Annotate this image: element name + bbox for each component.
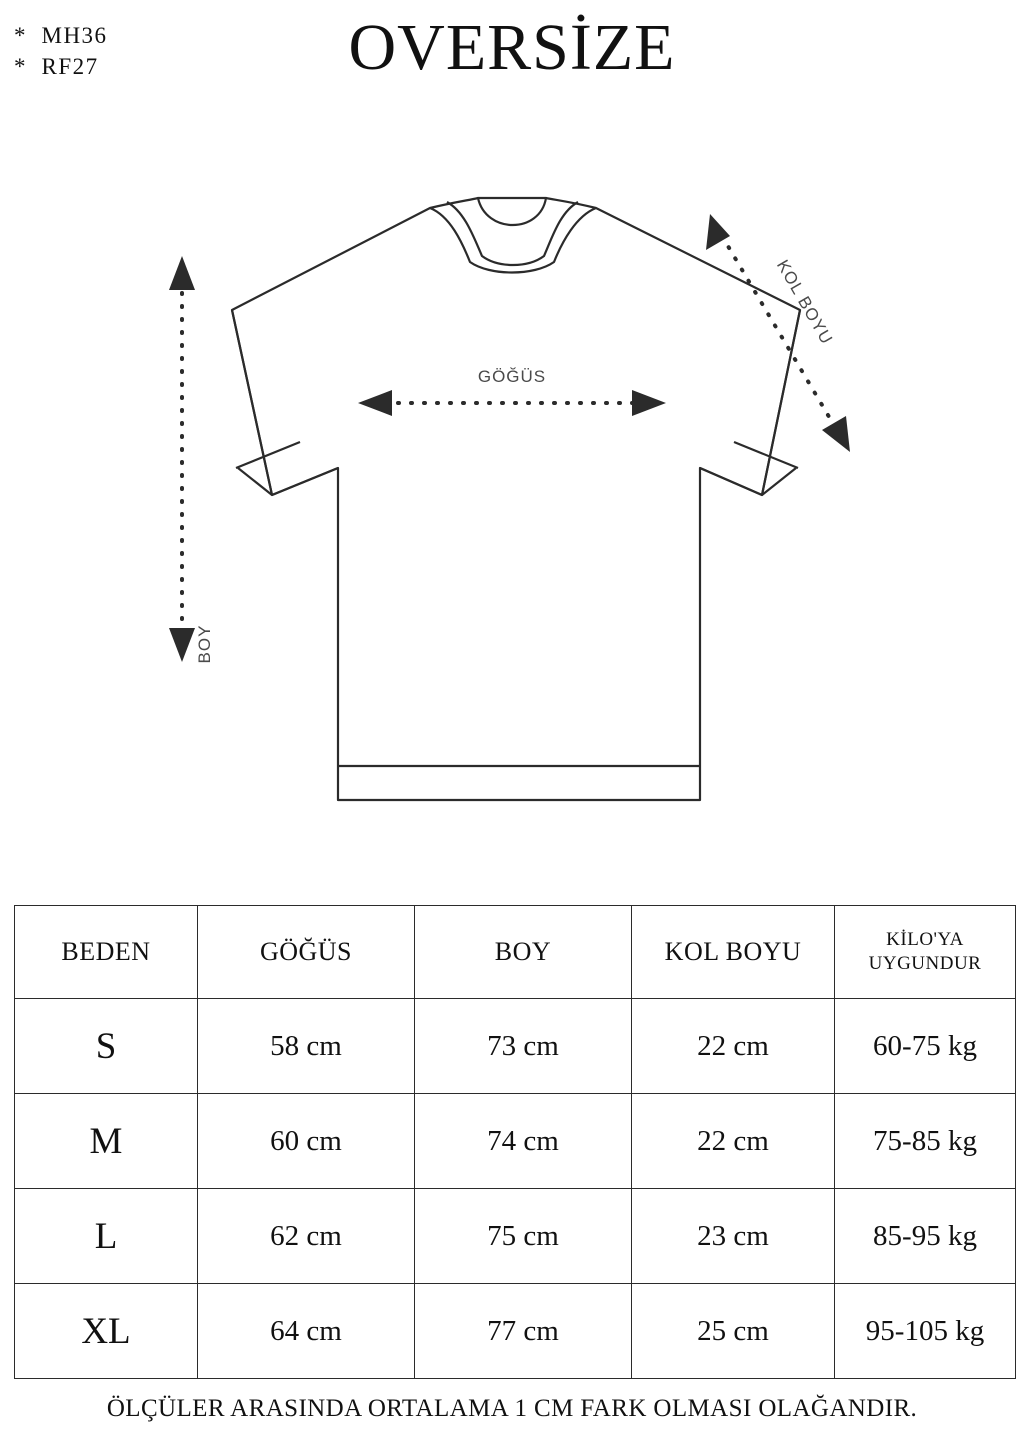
cell-size: L	[15, 1189, 198, 1284]
cell-length: 74 cm	[415, 1094, 632, 1189]
tshirt-outline	[228, 198, 800, 800]
cell-length: 77 cm	[415, 1284, 632, 1379]
table-row	[15, 1189, 1016, 1284]
header-boy: BOY	[415, 906, 632, 999]
length-label: BOY	[195, 624, 214, 664]
cell-size: XL	[15, 1284, 198, 1379]
cell-chest: 60 cm	[198, 1094, 415, 1189]
cell-weight: 85-95 kg	[835, 1189, 1016, 1284]
header-beden: BEDEN	[15, 906, 198, 999]
table-header-row	[15, 906, 1016, 999]
length-measure-arrow	[169, 256, 195, 662]
size-table	[14, 905, 1016, 1379]
chest-measure-arrow	[358, 390, 666, 416]
header-kiloya-uygundur	[835, 906, 1016, 999]
table-row	[15, 1284, 1016, 1379]
chest-label: GÖĞÜS	[477, 367, 547, 386]
product-code-1: * MH36	[14, 23, 108, 48]
header-kol-boyu: KOL BOYU	[632, 906, 835, 999]
cell-sleeve: 25 cm	[632, 1284, 835, 1379]
cell-sleeve: 23 cm	[632, 1189, 835, 1284]
cell-sleeve: 22 cm	[632, 999, 835, 1094]
cell-weight: 60-75 kg	[835, 999, 1016, 1094]
header-gogus: GÖĞÜS	[198, 906, 415, 999]
sleeve-label: KOL BOYU	[772, 256, 837, 348]
footnote: ÖLÇÜLER ARASINDA ORTALAMA 1 CM FARK OLMASI OLAĞANDIR.	[106, 1395, 918, 1422]
cell-length: 73 cm	[415, 999, 632, 1094]
header-kiloya-line2: UYGUNDUR	[868, 953, 982, 974]
cell-sleeve: 22 cm	[632, 1094, 835, 1189]
product-code-2: * RF27	[14, 54, 99, 80]
cell-chest: 64 cm	[198, 1284, 415, 1379]
header-kiloya-line1: KİLO'YA	[886, 929, 964, 951]
table-row	[15, 999, 1016, 1094]
cell-size: S	[15, 999, 198, 1094]
cell-weight: 95-105 kg	[835, 1284, 1016, 1379]
cell-chest: 62 cm	[198, 1189, 415, 1284]
table-row	[15, 1094, 1016, 1189]
cell-chest: 58 cm	[198, 999, 415, 1094]
tshirt-illustration	[0, 150, 1024, 890]
size-table-container	[14, 905, 1010, 1379]
cell-weight: 75-85 kg	[835, 1094, 1016, 1189]
cell-size: M	[15, 1094, 198, 1189]
cell-length: 75 cm	[415, 1189, 632, 1284]
page-title: OVERSİZE	[348, 11, 676, 84]
